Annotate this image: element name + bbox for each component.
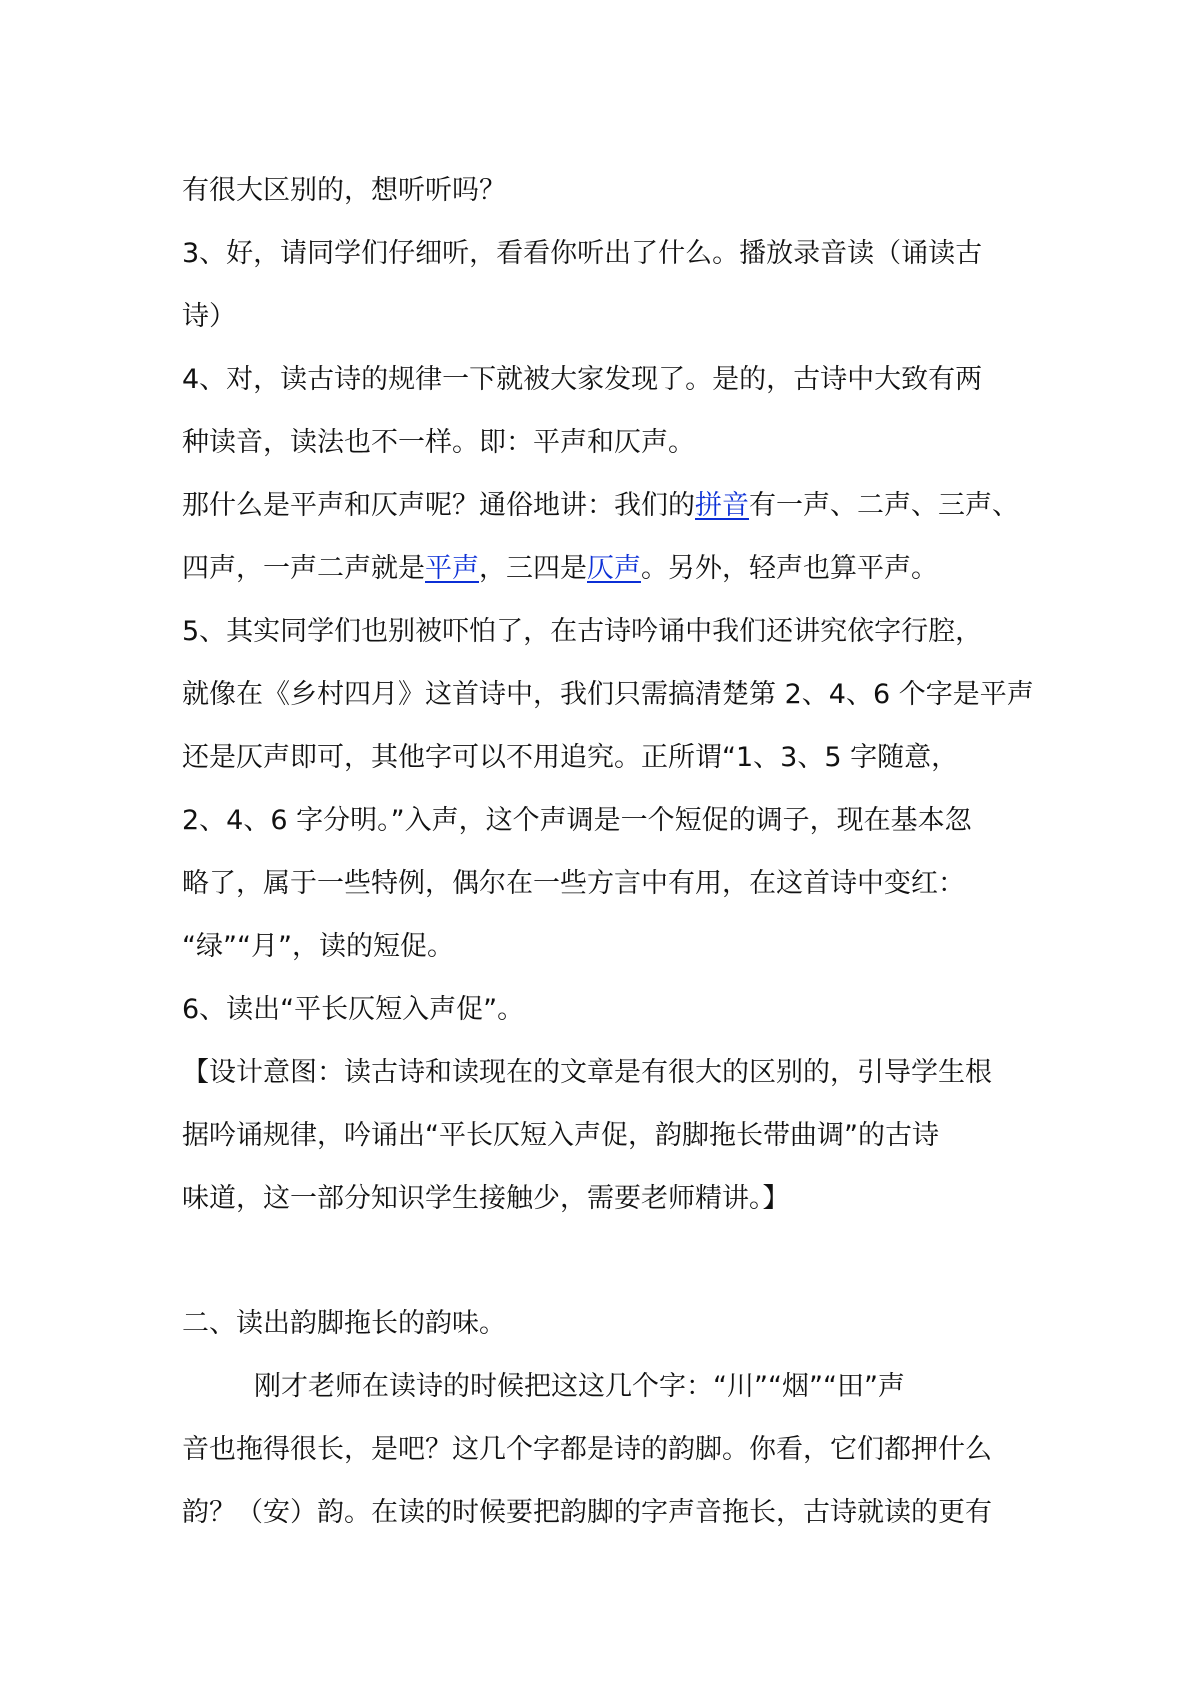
text-line bbox=[182, 1041, 1042, 1104]
document-page bbox=[182, 159, 1042, 1544]
text-segment: 3、好，请同学们仔细听，看看你听出了什么。播放录音读（诵读古 bbox=[182, 238, 983, 269]
text-segment: ，三四是 bbox=[479, 553, 587, 584]
text-line bbox=[182, 663, 1042, 726]
text-segment: 还是仄声即可，其他字可以不用追究。正所谓“1、3、5 字随意， bbox=[182, 742, 959, 773]
hyperlink[interactable]: 仄声 bbox=[587, 553, 641, 584]
text-segment: 有一声、二声、三声、 bbox=[749, 490, 1019, 521]
text-segment: 就像在《乡村四月》这首诗中，我们只需搞清楚第 2、4、6 个字是平声 bbox=[182, 679, 1034, 710]
text-line bbox=[182, 726, 1042, 789]
text-segment: “绿”“月”，读的短促。 bbox=[182, 931, 454, 962]
text-segment: 种读音，读法也不一样。即：平声和仄声。 bbox=[182, 427, 695, 458]
text-segment: 韵？（安）韵。在读的时候要把韵脚的字声音拖长，古诗就读的更有 bbox=[182, 1497, 992, 1528]
text-segment: 4、对，读古诗的规律一下就被大家发现了。是的，古诗中大致有两 bbox=[182, 364, 983, 395]
text-line bbox=[182, 978, 1042, 1041]
text-line bbox=[182, 600, 1042, 663]
text-segment: 2、4、6 字分明。”入声，这个声调是一个短促的调子，现在基本忽 bbox=[182, 805, 972, 836]
text-segment: 四声，一声二声就是 bbox=[182, 553, 425, 584]
text-line bbox=[182, 1104, 1042, 1167]
text-line bbox=[182, 348, 1042, 411]
text-segment: 。另外，轻声也算平声。 bbox=[641, 553, 938, 584]
text-segment: 那什么是平声和仄声呢？通俗地讲：我们的 bbox=[182, 490, 695, 521]
text-line bbox=[182, 159, 1042, 222]
text-segment: 5、其实同学们也别被吓怕了，在古诗吟诵中我们还讲究依字行腔， bbox=[182, 616, 983, 647]
hyperlink[interactable]: 拼音 bbox=[695, 490, 749, 521]
text-segment: 有很大区别的，想听听吗？ bbox=[182, 175, 506, 206]
text-line bbox=[182, 915, 1042, 978]
text-line bbox=[182, 285, 1042, 348]
text-line bbox=[182, 474, 1042, 537]
text-segment: 6、读出“平长仄短入声促”。 bbox=[182, 994, 525, 1025]
text-line bbox=[182, 789, 1042, 852]
text-segment: 刚才老师在读诗的时候把这这几个字：“川”“烟”“田”声 bbox=[254, 1371, 905, 1402]
text-line bbox=[182, 852, 1042, 915]
text-segment: 二、读出韵脚拖长的韵味。 bbox=[182, 1308, 506, 1339]
text-line bbox=[182, 411, 1042, 474]
text-line bbox=[182, 1292, 1042, 1355]
hyperlink[interactable]: 平声 bbox=[425, 553, 479, 584]
text-line bbox=[182, 1167, 1042, 1230]
text-segment: 诗） bbox=[182, 301, 236, 332]
text-line bbox=[182, 1355, 1042, 1418]
blank-line bbox=[182, 1230, 1042, 1292]
text-segment: 据吟诵规律，吟诵出“平长仄短入声促，韵脚拖长带曲调”的古诗 bbox=[182, 1120, 939, 1151]
text-line bbox=[182, 222, 1042, 285]
text-line bbox=[182, 537, 1042, 600]
text-segment: 略了，属于一些特例，偶尔在一些方言中有用，在这首诗中变红： bbox=[182, 868, 965, 899]
text-segment: 味道，这一部分知识学生接触少，需要老师精讲。】 bbox=[182, 1183, 790, 1214]
text-line bbox=[182, 1481, 1042, 1544]
text-line bbox=[182, 1418, 1042, 1481]
text-segment: 【设计意图：读古诗和读现在的文章是有很大的区别的，引导学生根 bbox=[182, 1057, 992, 1088]
text-segment: 音也拖得很长，是吧？这几个字都是诗的韵脚。你看，它们都押什么 bbox=[182, 1434, 992, 1465]
